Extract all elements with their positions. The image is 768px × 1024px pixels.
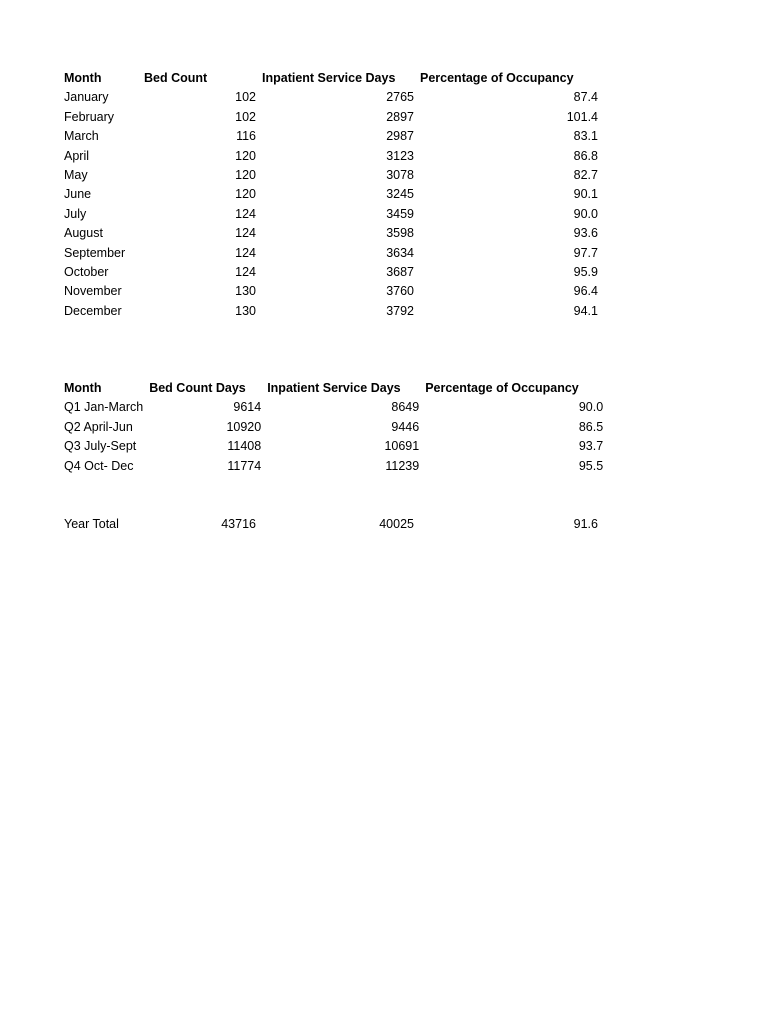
cell-percentage-of-occupancy: 82.7 — [573, 168, 598, 183]
table-row — [60, 244, 600, 263]
header-inpatient-service-days: Inpatient Service Days — [262, 71, 396, 85]
table-row — [60, 418, 605, 437]
cell-month: April — [64, 148, 90, 163]
year-total-table — [60, 515, 600, 534]
cell-month: March — [64, 129, 99, 144]
table-row — [60, 205, 600, 224]
cell-inpatient-service-days: 2765 — [386, 90, 414, 105]
cell-inpatient-service-days: 3634 — [386, 245, 414, 260]
header-bed-count-days: Bed Count Days — [149, 381, 246, 395]
cell-bed-count: 124 — [235, 245, 256, 260]
cell-inpatient-service-days: 3792 — [386, 303, 414, 318]
year-total-bed-count-days: 43716 — [221, 517, 256, 531]
cell-percentage-of-occupancy: 83.1 — [573, 129, 598, 144]
cell-inpatient-service-days: 8649 — [391, 400, 420, 415]
table-row — [60, 166, 600, 185]
year-total-percentage-of-occupancy: 91.6 — [573, 517, 598, 531]
cell-month: November — [64, 284, 122, 299]
header-bed-count: Bed Count — [144, 71, 208, 85]
cell-inpatient-service-days: 3687 — [386, 265, 414, 280]
cell-month: January — [64, 90, 109, 105]
cell-month: July — [64, 206, 87, 221]
table-row — [60, 147, 600, 166]
cell-month: February — [64, 109, 115, 124]
cell-bed-count: 11408 — [227, 439, 262, 454]
cell-percentage-of-occupancy: 90.0 — [578, 400, 604, 415]
header-row — [60, 69, 600, 88]
cell-bed-count: 11774 — [227, 458, 262, 473]
cell-percentage-of-occupancy: 96.4 — [573, 284, 598, 299]
cell-bed-count: 120 — [235, 187, 256, 202]
cell-month: September — [64, 245, 126, 260]
cell-bed-count: 120 — [235, 168, 256, 183]
header-inpatient-service-days: Inpatient Service Days — [267, 381, 401, 395]
cell-percentage-of-occupancy: 97.7 — [573, 245, 598, 260]
cell-bed-count: 9614 — [233, 400, 262, 415]
cell-bed-count: 102 — [235, 109, 256, 124]
cell-inpatient-service-days: 3123 — [386, 148, 414, 163]
cell-percentage-of-occupancy: 95.9 — [573, 265, 598, 280]
cell-bed-count: 124 — [235, 226, 256, 241]
cell-month: May — [64, 168, 88, 183]
cell-percentage-of-occupancy: 90.1 — [573, 187, 598, 202]
cell-inpatient-service-days: 11239 — [385, 458, 420, 473]
cell-bed-count: 102 — [235, 90, 256, 105]
cell-percentage-of-occupancy: 87.4 — [573, 90, 598, 105]
cell-percentage-of-occupancy: 86.5 — [578, 419, 604, 434]
header-percentage-of-occupancy: Percentage of Occupancy — [425, 381, 579, 395]
cell-bed-count: 130 — [235, 284, 256, 299]
table-row — [60, 302, 600, 321]
cell-inpatient-service-days: 3760 — [386, 284, 414, 299]
table-row — [60, 108, 600, 127]
year-total-inpatient-service-days: 40025 — [379, 517, 414, 531]
header-row — [60, 379, 605, 398]
table-row — [60, 398, 605, 417]
header-percentage-of-occupancy: Percentage of Occupancy — [420, 71, 574, 85]
year-total-label: Year Total — [64, 517, 119, 531]
table-row — [60, 437, 605, 456]
cell-percentage-of-occupancy: 93.7 — [578, 439, 604, 454]
cell-month: October — [64, 265, 109, 280]
cell-bed-count: 120 — [235, 148, 256, 163]
cell-month: Q1 Jan-March — [64, 400, 144, 415]
cell-bed-count: 130 — [235, 303, 256, 318]
cell-percentage-of-occupancy: 90.0 — [573, 206, 598, 221]
header-month: Month — [64, 71, 102, 85]
cell-inpatient-service-days: 3078 — [386, 168, 414, 183]
quarterly-occupancy-table — [60, 379, 605, 476]
year-total-row — [60, 515, 600, 534]
table-row — [60, 457, 605, 476]
cell-month: Q3 July-Sept — [64, 439, 137, 454]
cell-inpatient-service-days: 10691 — [384, 439, 420, 454]
cell-month: Q2 April-Jun — [64, 419, 133, 434]
cell-month: December — [64, 303, 122, 318]
table-row — [60, 185, 600, 204]
header-month: Month — [64, 381, 102, 395]
cell-bed-count: 10920 — [226, 419, 262, 434]
cell-percentage-of-occupancy: 95.5 — [578, 458, 604, 473]
cell-percentage-of-occupancy: 86.8 — [573, 148, 598, 163]
cell-bed-count: 124 — [235, 206, 256, 221]
table-row — [60, 224, 600, 243]
cell-inpatient-service-days: 3459 — [386, 206, 414, 221]
monthly-occupancy-table — [60, 69, 600, 321]
cell-inpatient-service-days: 2897 — [386, 109, 414, 124]
table-row — [60, 127, 600, 146]
cell-bed-count: 116 — [236, 129, 256, 144]
table-row — [60, 263, 600, 282]
cell-percentage-of-occupancy: 93.6 — [573, 226, 598, 241]
table-row — [60, 282, 600, 301]
cell-percentage-of-occupancy: 101.4 — [566, 109, 598, 124]
cell-inpatient-service-days: 3245 — [386, 187, 414, 202]
cell-inpatient-service-days: 3598 — [386, 226, 414, 241]
cell-month: June — [64, 187, 92, 202]
cell-inpatient-service-days: 9446 — [391, 419, 420, 434]
cell-percentage-of-occupancy: 94.1 — [573, 303, 598, 318]
cell-inpatient-service-days: 2987 — [386, 129, 414, 144]
cell-month: August — [64, 226, 103, 241]
cell-month: Q4 Oct- Dec — [64, 458, 134, 473]
table-row — [60, 88, 600, 107]
cell-bed-count: 124 — [235, 265, 256, 280]
